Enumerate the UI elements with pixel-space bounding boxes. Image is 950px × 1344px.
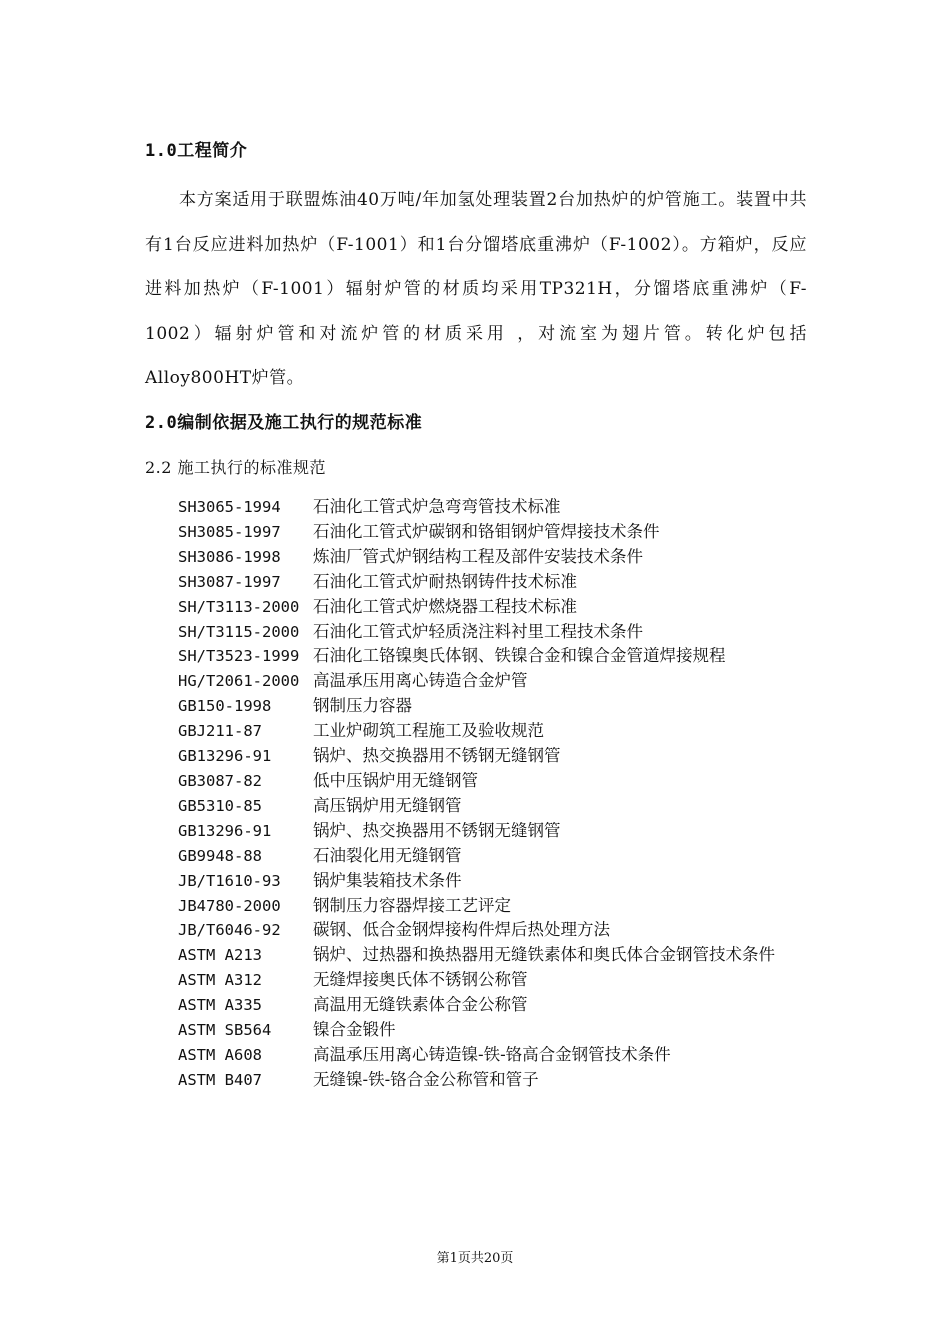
standard-item — [145, 570, 810, 595]
standard-item — [145, 844, 810, 869]
standard-title: 工业炉砌筑工程施工及验收规范 — [313, 721, 544, 741]
page-number-footer: 第1页共20页 — [436, 1251, 514, 1266]
standard-code: SH3065-1994 — [178, 498, 281, 516]
standard-item — [145, 644, 810, 669]
standard-item — [145, 1043, 810, 1068]
standard-title: 钢制压力容器焊接工艺评定 — [313, 895, 511, 915]
standard-code: JB/T1610-93 — [178, 871, 281, 890]
standard-item — [145, 620, 810, 645]
standard-code: ASTM A335 — [178, 996, 262, 1015]
standard-code: SH/T3113-2000 — [178, 597, 300, 616]
standard-item — [145, 819, 810, 844]
standard-title: 镍合金锻件 — [313, 1020, 396, 1040]
standard-title: 锅炉集装箱技术条件 — [313, 870, 462, 890]
standard-title: 钢制压力容器 — [313, 696, 412, 716]
standard-title: 石油化工管式炉碳钢和铬钼钢炉管焊接技术条件 — [313, 521, 660, 541]
standard-title: 石油化工管式炉轻质浇注料衬里工程技术条件 — [313, 621, 643, 641]
standards-list — [145, 495, 810, 1093]
standard-title: 炼油厂管式炉钢结构工程及部件安装技术条件 — [313, 546, 643, 566]
standard-title: 碳钢、低合金钢焊接构件焊后热处理方法 — [313, 920, 610, 940]
standard-title: 石油化工铬镍奥氏体钢、铁镍合金和镍合金管道焊接规程 — [313, 646, 726, 666]
standard-item — [145, 1068, 810, 1093]
standard-code: ASTM A213 — [178, 946, 262, 965]
standard-code: JB/T6046-92 — [178, 921, 281, 940]
standard-item — [145, 894, 810, 919]
standard-code: GB5310-85 — [178, 796, 262, 815]
standard-item — [145, 495, 810, 520]
standard-item — [145, 918, 810, 943]
standard-code: ASTM B407 — [178, 1070, 262, 1089]
standard-code: HG/T2061-2000 — [178, 672, 300, 691]
standard-title: 石油化工管式炉急弯弯管技术标准 — [313, 497, 561, 516]
standard-code: ASTM A608 — [178, 1045, 262, 1064]
standard-code: SH/T3523-1999 — [178, 647, 300, 666]
standard-item — [145, 545, 810, 570]
standard-title: 石油化工管式炉燃烧器工程技术标准 — [313, 596, 577, 616]
standard-code: SH/T3115-2000 — [178, 622, 300, 641]
standard-item — [145, 669, 810, 694]
standard-item — [145, 968, 810, 993]
standard-title: 高温承压用离心铸造镍-铁-铬高合金钢管技术条件 — [313, 1044, 671, 1064]
standard-item — [145, 869, 810, 894]
standard-title: 无缝焊接奥氏体不锈钢公称管 — [313, 970, 528, 990]
standard-title: 高压锅炉用无缝钢管 — [313, 795, 462, 815]
standard-code: GB9948-88 — [178, 846, 262, 865]
standard-title: 锅炉、热交换器用不锈钢无缝钢管 — [313, 746, 561, 766]
standard-code: GB150-1998 — [178, 697, 272, 716]
standard-code: GBJ211-87 — [178, 722, 262, 741]
standard-title: 无缝镍-铁-铬合金公称管和管子 — [313, 1069, 539, 1089]
standard-title: 高温用无缝铁素体合金公称管 — [313, 995, 528, 1015]
section-2-heading: 2.0编制依据及施工执行的规范标准 — [145, 413, 423, 433]
standard-title: 石油裂化用无缝钢管 — [313, 845, 462, 865]
standard-code: SH3085-1997 — [178, 522, 281, 541]
standard-item — [145, 744, 810, 769]
section-1-paragraph: 本方案适用于联盟炼油40万吨/年加氢处理装置2台加热炉的炉管施工。装置中共有1台反应进料加热炉（F-1001）和1台分馏塔底重沸炉（F-1002）。方箱炉，反应进料加热炉（F-1001）辐射炉管的材质均采用TP321H，分馏塔底重沸炉（F-1002）辐射炉管和对流炉管的材质采用 ，对流室为翅片管。转化炉包括Alloy800HT炉管。 — [145, 190, 807, 388]
standard-item — [145, 794, 810, 819]
standard-item — [145, 520, 810, 545]
standard-title: 石油化工管式炉耐热钢铸件技术标准 — [313, 571, 577, 591]
standard-item — [145, 769, 810, 794]
standard-code: GB3087-82 — [178, 771, 262, 790]
standard-item — [145, 993, 810, 1018]
standard-item — [145, 694, 810, 719]
section-2-2-subheading: 2.2 施工执行的标准规范 — [145, 458, 327, 477]
standard-code: GB13296-91 — [178, 747, 272, 766]
standard-item — [145, 1018, 810, 1043]
section-1-heading: 1.0工程简介 — [145, 141, 248, 161]
standard-item — [145, 719, 810, 744]
standard-code: ASTM SB564 — [178, 1021, 272, 1040]
standard-item — [145, 943, 810, 968]
standard-item — [145, 595, 810, 620]
standard-code: SH3087-1997 — [178, 572, 281, 591]
standard-title: 低中压锅炉用无缝钢管 — [313, 770, 478, 790]
standard-code: ASTM A312 — [178, 971, 262, 990]
standard-title: 高温承压用离心铸造合金炉管 — [313, 671, 528, 691]
standard-title: 锅炉、热交换器用不锈钢无缝钢管 — [313, 820, 561, 840]
standard-code: SH3086-1998 — [178, 547, 281, 566]
standard-title: 锅炉、过热器和换热器用无缝铁素体和奥氏体合金钢管技术条件 — [313, 945, 775, 965]
standard-code: JB4780-2000 — [178, 896, 281, 915]
standard-code: GB13296-91 — [178, 821, 272, 840]
